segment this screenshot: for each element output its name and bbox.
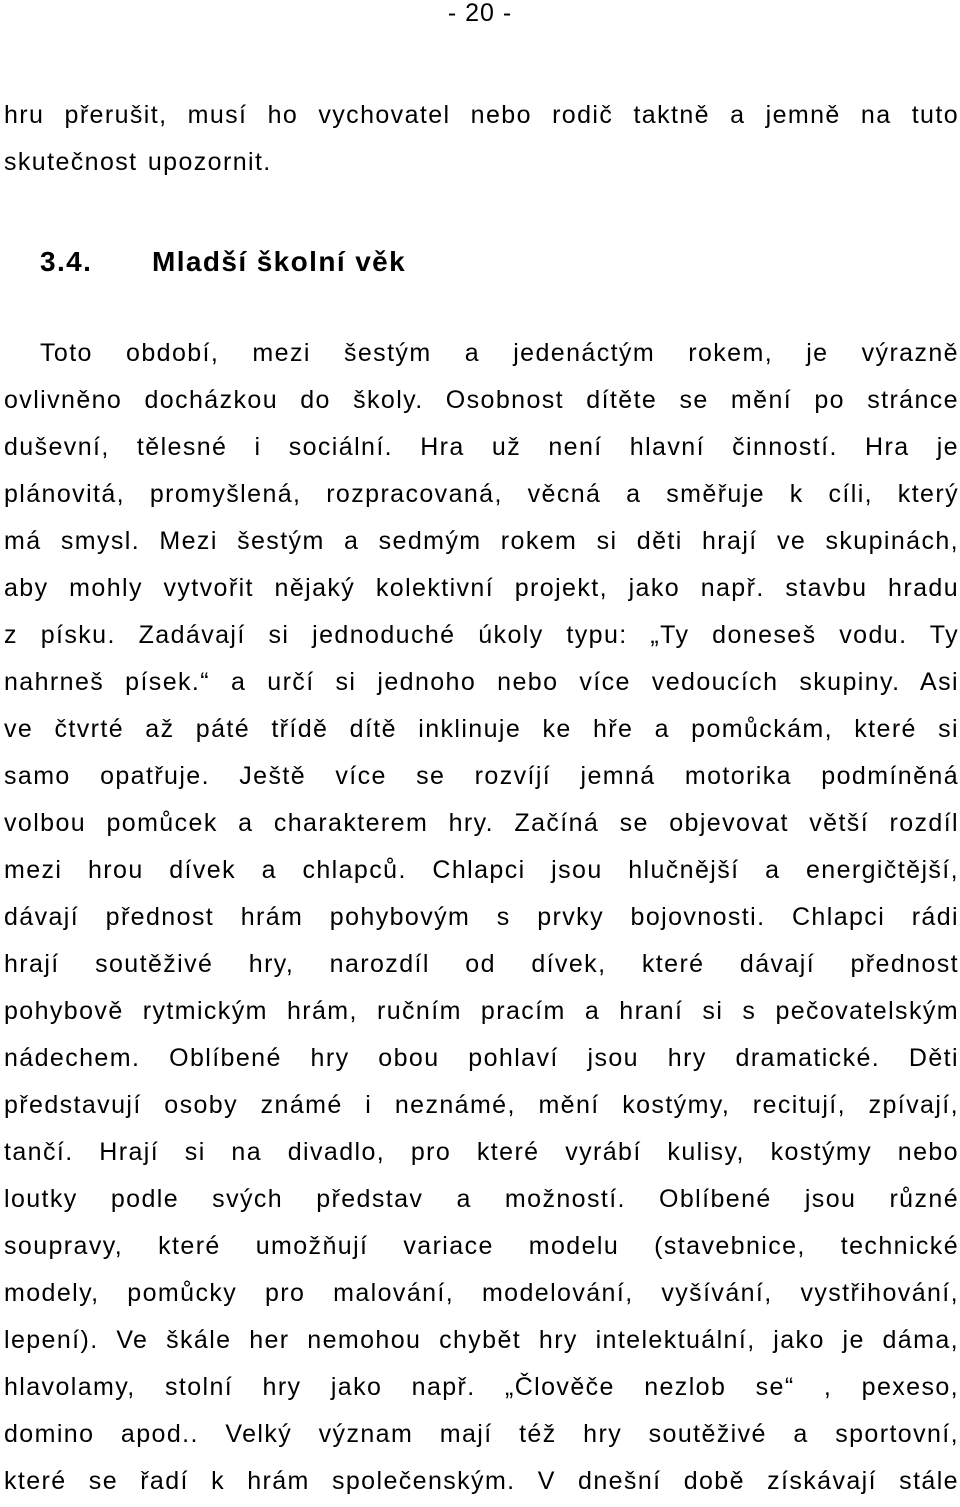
text-line: loutky podle svých představ a možností. Oblíbené jsou různé (4, 1185, 959, 1213)
text-line: skutečnost upozornit. (4, 148, 272, 176)
text-line: nahrneš písek.“ a určí si jednoho nebo více vedoucích skupiny. Asi (4, 668, 959, 696)
text-line: představují osoby známé i neznámé, mění kostýmy, recitují, zpívají, (4, 1091, 959, 1119)
text-line: pohybově rytmickým hrám, ručním pracím a hraní si s pečovatelským (4, 997, 959, 1025)
page-number: - 20 - (447, 0, 513, 27)
text-line: lepení). Ve škále her nemohou chybět hry intelektuální, jako je dáma, (4, 1326, 959, 1354)
text-line: soupravy, které umožňují variace modelu (stavebnice, technické (4, 1232, 959, 1260)
text-line: Toto období, mezi šestým a jedenáctým rokem, je výrazně (40, 339, 959, 367)
text-line: hru přerušit, musí ho vychovatel nebo rodič taktně a jemně na tuto (4, 101, 959, 129)
text-line: které se řadí k hrám společenským. V dnešní době získávají stále (4, 1467, 959, 1495)
section-number: 3.4. (40, 246, 93, 277)
text-line: domino apod.. Velký význam mají též hry soutěživé a sportovní, (4, 1420, 959, 1448)
text-line: hrají soutěživé hry, narozdíl od dívek, které dávají přednost (4, 950, 959, 978)
text-line: volbou pomůcek a charakterem hry. Začíná se objevovat větší rozdíl (4, 809, 959, 837)
text-line: ve čtvrté až páté třídě dítě inklinuje ke hře a pomůckám, které si (4, 715, 959, 743)
text-line: aby mohly vytvořit nějaký kolektivní projekt, jako např. stavbu hradu (4, 574, 959, 602)
text-line: z písku. Zadávají si jednoduché úkoly typu: „Ty doneseš vodu. Ty (4, 621, 959, 649)
intro-paragraph (4, 92, 959, 186)
section-heading (40, 242, 406, 282)
text-line: samo opatřuje. Ještě více se rozvíjí jemná motorika podmíněná (4, 762, 959, 790)
body-paragraph (4, 330, 959, 1505)
section-title: Mladší školní věk (152, 246, 407, 277)
text-line: dávají přednost hrám pohybovým s prvky bojovnosti. Chlapci rádi (4, 903, 959, 931)
text-line: má smysl. Mezi šestým a sedmým rokem si děti hrají ve skupinách, (4, 527, 959, 555)
text-line: tančí. Hrají si na divadlo, pro které vyrábí kulisy, kostýmy nebo (4, 1138, 959, 1166)
text-line: mezi hrou dívek a chlapců. Chlapci jsou hlučnější a energičtější, (4, 856, 959, 884)
text-line: modely, pomůcky pro malování, modelování, vyšívání, vystřihování, (4, 1279, 959, 1307)
text-line: ovlivněno docházkou do školy. Osobnost dítěte se mění po stránce (4, 386, 959, 414)
text-line: hlavolamy, stolní hry jako např. „Člověče nezlob se“ , pexeso, (4, 1373, 959, 1401)
text-line: nádechem. Oblíbené hry obou pohlaví jsou hry dramatické. Děti (4, 1044, 959, 1072)
text-line: plánovitá, promyšlená, rozpracovaná, věcná a směřuje k cíli, který (4, 480, 959, 508)
text-line: duševní, tělesné i sociální. Hra už není hlavní činností. Hra je (4, 433, 959, 461)
